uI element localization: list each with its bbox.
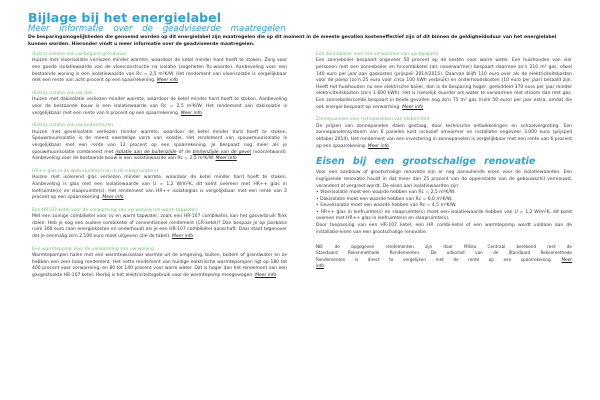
inside-wall-link[interactable]: binnenzijde van de gevel <box>192 149 251 155</box>
section-body: Een zonneboiler bespaart ongeveer 50 procent op de kosten voor warm water. Een huishouden van vier personen met een zonneboiler en hr-combiketel (als naverwarmer) bespaart daarmee zo'n 210 m³ gas, ofwel 140 euro per jaar aan gaskosten (prijspeil 2014/2015). Daarvan blijft 110 euro over als de elektriciteitskosten voor de pomp (zo'n 25 euro voor circa 100 kWh verbruik) en onderhoudskosten (10 euro per jaar) betaald zijn. Heeft het huishouden nu een elektrische boiler, dan is de besparing hoger: gemiddeld 370 euro per jaar minder elektriciteitskosten (zo'n 1.600 kWh). Het is namelijk duurder om water te verwarmen met stroom dan met gas. Een zonneboilercombi bespaart in beide gevallen nog zo'n 75 m³ gas (ruim 50 euro) per jaar extra, omdat die ook energie bespaart op verwarming. <box>316 58 572 110</box>
more-info-link[interactable]: Meer info <box>102 195 124 201</box>
more-info-link[interactable]: Meer info <box>180 110 202 116</box>
section-hr-boiler <box>32 208 287 241</box>
renovation-bullet: • Dakisolatie moet een waarde hebben van Rc = 6,0 m²K/W. <box>316 196 453 202</box>
section-heading: HR++ glas in de woonruimte(n) en in de slaapruimte(n) <box>32 168 159 174</box>
section-body: Huizen met dakisolatie verliezen minder warmte, waardoor de ketel minder hard hoeft te stoken. Aanbeveling voor de bestaande bouw is een isolatiewaarde van Rc = 2,5 m²K/W. Het rendement van dakisolatie is vergelijkbaar met een rente van 9 procent op een spaarrekening. <box>32 97 287 116</box>
renovation-intro: Voor een aanbouw of grootschalige renovatie zijn er nog aanvullende eisen voor de isolatiewaarden. Een ingrijpende renovatie houdt in dat meer dan 25 procent van de oppervlakte van de gebouwschil vernieuwd, veranderd of vergroot wordt. De eisen aan isolatiewaarden zijn: <box>316 170 572 189</box>
section-heading: Zonnepanelen voor het opwekken van elektriciteit <box>316 117 430 123</box>
intro-paragraph: De besparingsmogelijkheden die genoemd worden op dit energielabel zijn maatregelen die op dit moment in de meeste gevallen kosteneffectief zijn of dit binnen de geldigheidsduur van het energielabel kunnen worden. Hieronder vindt u meer informatie over de geadviseerde maatregelen. <box>28 35 557 47</box>
section-floor-insulation <box>32 52 287 85</box>
renovation-bullet: • HR++ glas in leefruimte(s) en slaapruimte(s) moet een isolatiewaarde hebben van U = 1,2 W/m²K, dit komt overeen met HR++ glas in leefruimte(s) en slaapruimte(s). <box>316 209 572 222</box>
section-body: Met een zuinige combiketel voor cv en warm tapwater, zoals een HR-107 combiketel, kan het gasverbruik flink dalen. Heb je nog een oudere combiketel of conventioneel rendement (CR-ketel)? Dan bespaar je op jaarbasis ruim 300 euro (aan energiekosten en onderhoud) als je een HR-107 combiketel aanschaft. Daar staat tegenover dat je eenmalig zo'n 2.100 euro moet uitgeven (zie de tabel). <box>32 214 287 240</box>
section-solar-boiler <box>316 52 572 111</box>
section-wall-insulation <box>32 123 287 162</box>
right-column <box>316 52 572 269</box>
more-info-link[interactable]: Meer info <box>316 256 572 268</box>
section-heading: (Extra) isolatie van uw buitenmuren <box>32 123 114 129</box>
section-heading: Een HR107-ketel voor de verwarming van uw woning (en warm tapwater) <box>32 207 198 213</box>
section-heading: (Extra) isolatie van uw begane grondvloer <box>32 52 127 57</box>
renovation-bullet: • Vloerisolatie moet een waarde hebben van Rc = 2,5 m²K/W. <box>316 190 456 196</box>
page-subtitle: Meer informatie over de geadviseerde maatregelen <box>28 24 286 34</box>
section-body: Warmtepompen halen met een warmtewisselaar warmte uit de omgeving, buiten, bodem of grondwater en ze hebben een zeer hoog rendement. Het netto rendement van huidige elektrische warmtepompen ligt op 180 tot 400 procent voor verwarming, en 80 tot 140 procent voor warm water. Dat is hoger dan het rendement van een gasgestookte HR-107 ketel. Hierbij is het elektriciteitsgebruik voor de warmtepomp meegewogen. <box>32 253 287 279</box>
section-heading: Een zonneboiler voor het verwarmen van uw tapwater <box>316 52 439 57</box>
footnote-text: NB: de opgegeven rendementen zijn door Milieu Centraal berekend met de Standaard Rekenmethode Rendementen. De uitkomst van de Standaard Rekenmethode Rendementen is direct te vergelijken met de rente op een spaarrekening. <box>316 244 572 262</box>
outside-insulation-link[interactable]: isolatie aan de buitenzijde <box>115 149 177 155</box>
more-info-link[interactable]: Meer info <box>402 104 424 110</box>
section-heading: (Extra) isolatie van uw dak <box>32 90 93 96</box>
renovation-bullet: • Gevelisolatie moet een waarde hebben van Rc = 4,5 m²K/W. <box>316 203 457 209</box>
section-body-mid: of de <box>176 149 193 155</box>
more-info-link[interactable]: Meer info <box>367 143 389 149</box>
more-info-link[interactable]: Meer info <box>215 156 237 162</box>
more-info-link[interactable]: Meer info <box>255 273 277 279</box>
section-hr-glass <box>32 169 287 202</box>
renovation-outro: Door toepassing van een HR-107 ketel, een HR combi-ketel of een warmtepomp wordt voldaan aan de installatie-eisen van een grootschalige renovatie. <box>316 223 572 235</box>
section-body-end: (voorzetwand). Aanbeveling voor de bestaande bouw is een isolatiewaarde van Rc = 2,5 m²K/W. <box>32 149 288 162</box>
renovation-heading: Eisen bij een grootschalige renovatie <box>316 156 536 168</box>
section-heat-pump <box>32 247 287 280</box>
footnote <box>316 244 572 269</box>
section-body: Huizen met isolerend glas verliezen minder warmte, waardoor de ketel minder hard hoeft te stoken. Aanbeveling is glas met een isolatiewaarde van U = 1,2 W/m²K, dit komt overeen met HR++ glas in leefruimte(n) en slaapruimte(s). Het rendement van HR++ isolatieglas is vergelijkbaar met een rente van 2 procent op een spaarrekening. <box>32 175 287 201</box>
left-column <box>32 52 287 286</box>
section-body: Huizen met vloerisolatie verliezen minder warmte, waardoor de ketel minder hard hoeft te stoken. Zorg voor een goede isolatiewaarde van de vloerconstructie na isolatie (zogeheten Rc-waarde). Aanbeveling voor een bestaande woning is een isolatiewaarde van Rc = 2,5 m²K/W. Het rendement van vloerisolatie is vergelijkbaar met een rente van acht procent op een spaarrekening. <box>32 58 287 84</box>
page-title: Bijlage bij het energielabel <box>28 10 222 25</box>
section-body: De prijzen van zonnepanelen dalen gestaag, door technische ontwikkelingen en schaalvergroting. Een zonnepanelensysteem van 6 panelen kost inclusief omvormer en installatie ongeveer 3.000 euro (prijspeil oktober 2014). Het rendement van een investering in zonnepanelen is vergelijkbaar met een rente van 6 procent op een spaarrekening. <box>316 123 572 149</box>
section-roof-insulation <box>32 91 287 117</box>
section-solar-panels <box>316 117 572 150</box>
more-info-link[interactable]: Meer info <box>156 78 179 84</box>
section-body: Huizen met gevelisolatie verliezen minder warmte, waardoor de ketel minder hard hoeft te stoken. Spouwmuurisolatie is de meest voordelige vorm van isolatie. Het rendement van spouwmuurisolatie is vergelijkbaar met een rente van 12 procent op een spaarrekening. Je bespaart nog meer als je spouwmuurisolatie combineert met <box>32 129 287 155</box>
section-heading: Een warmtepomp voor de verwarming van uw woning <box>32 246 154 252</box>
more-info-link[interactable]: Meer info <box>172 234 194 240</box>
